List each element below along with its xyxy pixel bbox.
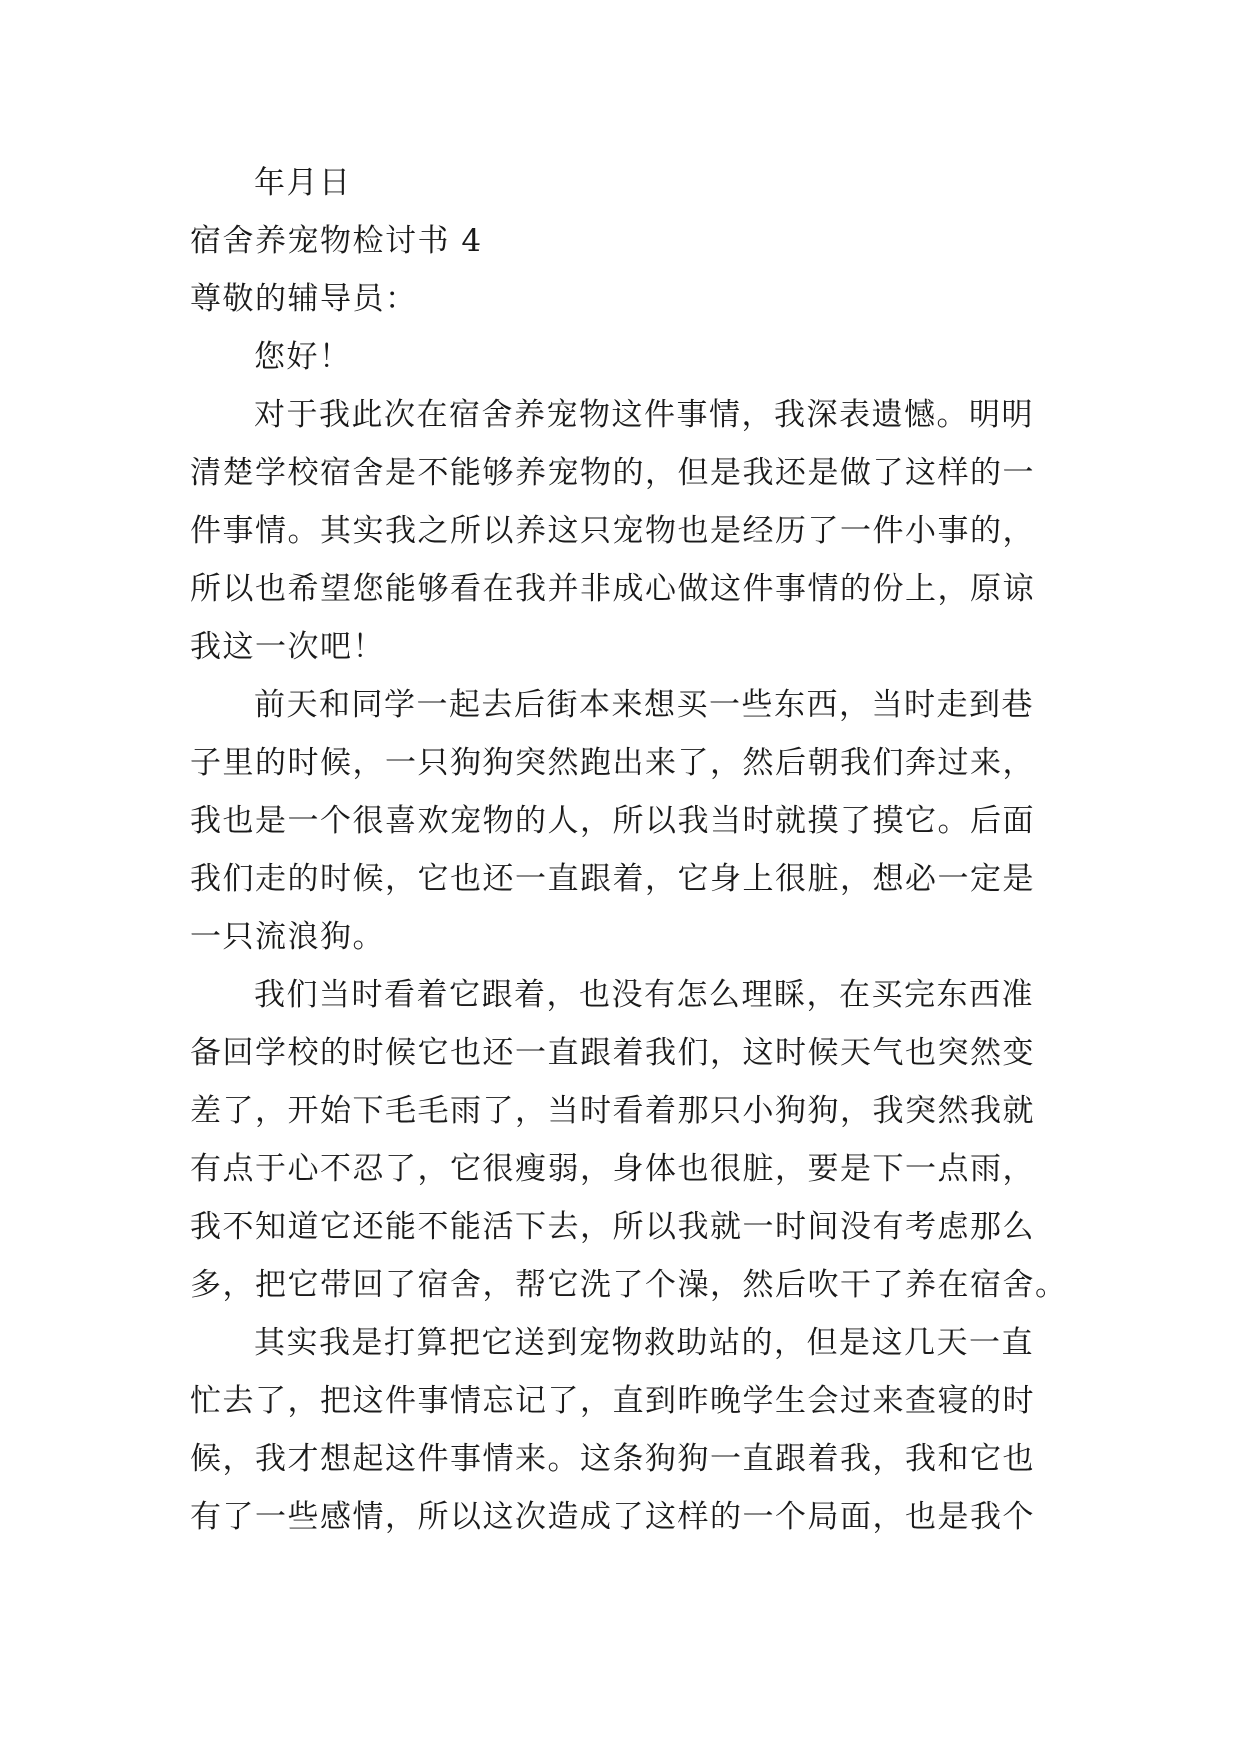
paragraph-line: 我不知道它还能不能活下去，所以我就一时间没有考虑那么 bbox=[190, 1209, 1035, 1245]
paragraph-line: 我也是一个很喜欢宠物的人，所以我当时就摸了摸它。后面 bbox=[190, 803, 1035, 839]
paragraph-line: 对于我此次在宿舍养宠物这件事情，我深表遗憾。明明 bbox=[254, 397, 1034, 433]
paragraph-line: 忙去了，把这件事情忘记了，直到昨晚学生会过来查寝的时 bbox=[190, 1383, 1035, 1419]
paragraph-line: 我这一次吧！ bbox=[190, 629, 385, 665]
paragraph-line: 有点于心不忍了，它很瘦弱，身体也很脏，要是下一点雨， bbox=[190, 1151, 1035, 1187]
paragraph-line: 有了一些感情，所以这次造成了这样的一个局面，也是我个 bbox=[190, 1499, 1035, 1535]
paragraph-2 bbox=[190, 676, 1070, 966]
paragraph-4 bbox=[190, 1314, 1070, 1546]
document-title: 宿舍养宠物检讨书 4 bbox=[190, 223, 483, 259]
paragraph-line: 前天和同学一起去后街本来想买一些东西，当时走到巷 bbox=[254, 687, 1034, 723]
document-body bbox=[190, 154, 1070, 1546]
paragraph-line: 所以也希望您能够看在我并非成心做这件事情的份上，原谅 bbox=[190, 571, 1035, 607]
paragraph-line: 一只流浪狗。 bbox=[190, 919, 385, 955]
paragraph-line: 差了，开始下毛毛雨了，当时看着那只小狗狗，我突然我就 bbox=[190, 1093, 1035, 1129]
paragraph-line: 备回学校的时候它也还一直跟着我们，这时候天气也突然变 bbox=[190, 1035, 1035, 1071]
paragraph-line: 其实我是打算把它送到宠物救助站的，但是这几天一直 bbox=[254, 1325, 1034, 1361]
paragraph-1 bbox=[190, 386, 1070, 676]
paragraph-line: 子里的时候，一只狗狗突然跑出来了，然后朝我们奔过来， bbox=[190, 745, 1035, 781]
paragraph-line: 多，把它带回了宿舍，帮它洗了个澡，然后吹干了养在宿舍。 bbox=[190, 1267, 1068, 1303]
paragraph-line: 我们走的时候，它也还一直跟着，它身上很脏，想必一定是 bbox=[190, 861, 1035, 897]
salutation: 尊敬的辅导员： bbox=[190, 281, 418, 317]
greeting: 您好！ bbox=[254, 339, 352, 375]
paragraph-line: 件事情。其实我之所以养这只宠物也是经历了一件小事的， bbox=[190, 513, 1035, 549]
paragraph-line: 清楚学校宿舍是不能够养宠物的，但是我还是做了这样的一 bbox=[190, 455, 1035, 491]
paragraph-line: 我们当时看着它跟着，也没有怎么理睬，在买完东西准 bbox=[254, 977, 1034, 1013]
paragraph-line: 候，我才想起这件事情来。这条狗狗一直跟着我，我和它也 bbox=[190, 1441, 1035, 1477]
date-line: 年月日 bbox=[254, 165, 352, 201]
paragraph-3 bbox=[190, 966, 1070, 1314]
